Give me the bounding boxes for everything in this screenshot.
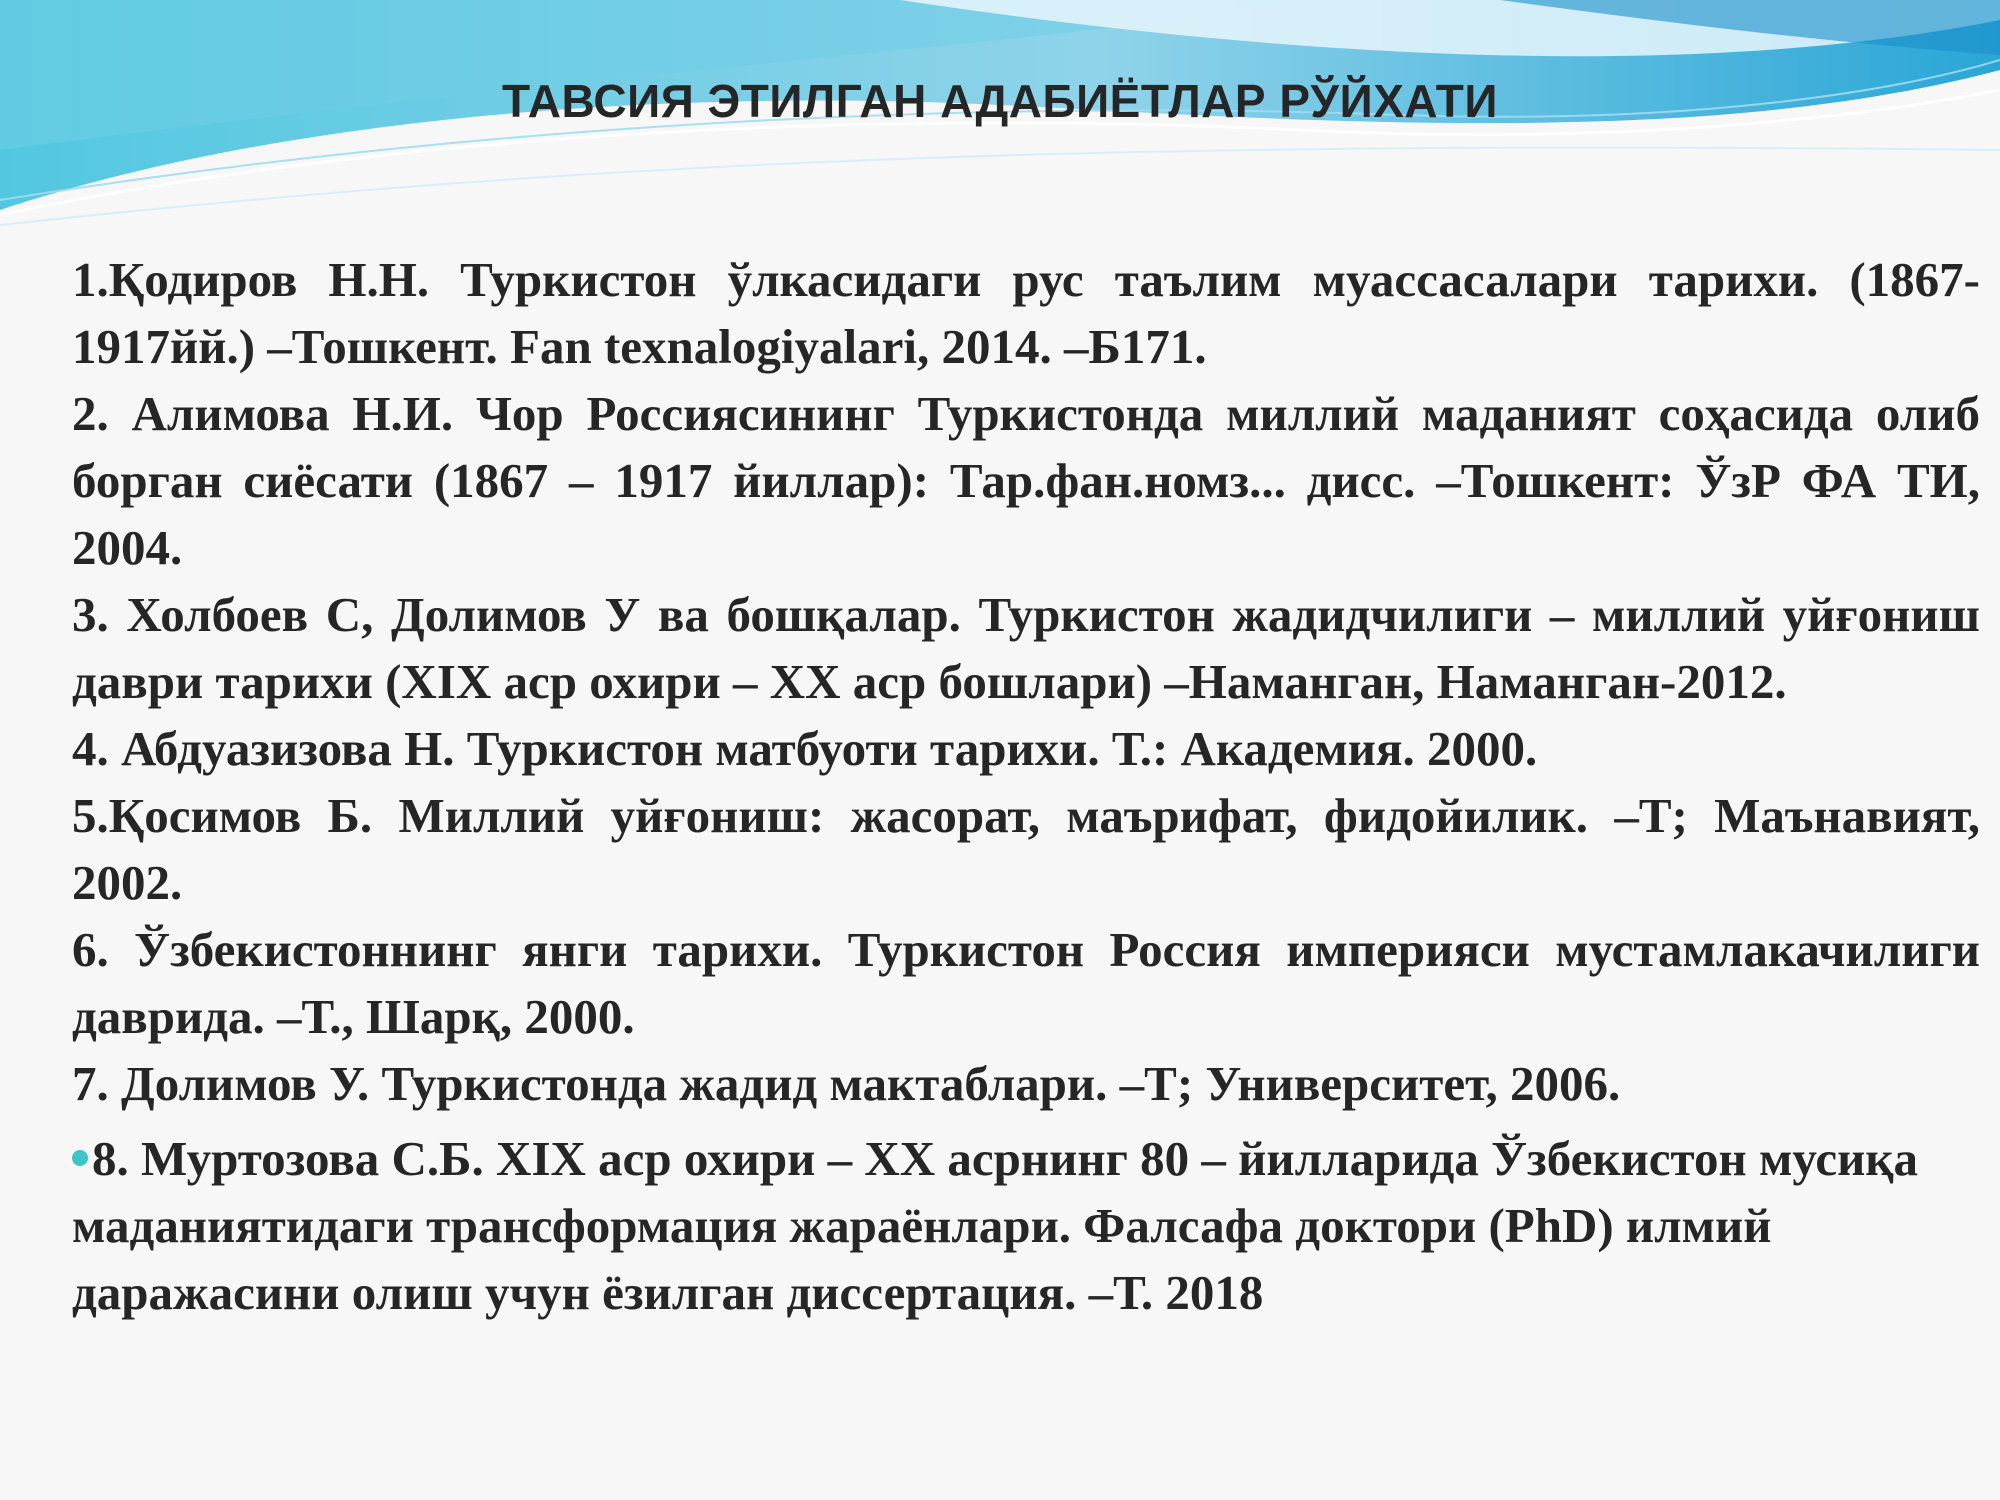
reference-item-5: 5.Қосимов Б. Миллий уйғониш: жасорат, маърифат, фидойилик. –Т; Маънавият, 2002.	[72, 788, 1980, 910]
reference-item-8-text: 8. Муртозова С.Б. XIX аср охири – XX асрнинг 80 – йилларида Ўзбекистон мусиқа маданиятидаги трансформация жараёнлари. Фалсафа доктори (PhD) илмий даражасини олиш учун ёзилган диссертация. –Т. 2018	[72, 1131, 1919, 1320]
reference-item-4: 4. Абдуазизова Н. Туркистон матбуоти тарихи. Т.: Академия. 2000.	[72, 721, 1538, 776]
header-wave-decoration	[0, 0, 2000, 260]
bullet-icon	[72, 1150, 88, 1166]
reference-item-2: 2. Алимова Н.И. Чор Россиясининг Туркистонда миллий маданият соҳасида олиб борган сиёсати (1867 – 1917 йиллар): Тар.фан.номз... дисс. –Тошкент: ЎзР ФА ТИ, 2004.	[72, 386, 1980, 575]
reference-item-3: 3. Холбоев С, Долимов У ва бошқалар. Туркистон жадидчилиги – миллий уйғониш даври тарихи (XIX аср охири – XX аср бошлари) –Наманган, Наманган-2012.	[72, 587, 1980, 709]
reference-list	[72, 246, 1980, 1326]
reference-item-1: 1.Қодиров Н.Н. Туркистон ўлкасидаги рус таълим муассасалари тарихи. (1867-1917йй.) –Тошкент. Fan texnalogiyalari, 2014. –Б171.	[72, 252, 1980, 374]
slide-title: ТАВСИЯ ЭТИЛГАН АДАБИЁТЛАР РЎЙХАТИ	[502, 75, 1498, 127]
reference-item-6: 6. Ўзбекистоннинг янги тарихи. Туркистон Россия империяси мустамлакачилиги даврида. –Т., Шарқ, 2000.	[72, 922, 1980, 1044]
reference-item-7: 7. Долимов У. Туркистонда жадид мактаблари. –Т; Университет, 2006.	[72, 1056, 1621, 1111]
reference-item-8	[72, 1125, 1980, 1326]
